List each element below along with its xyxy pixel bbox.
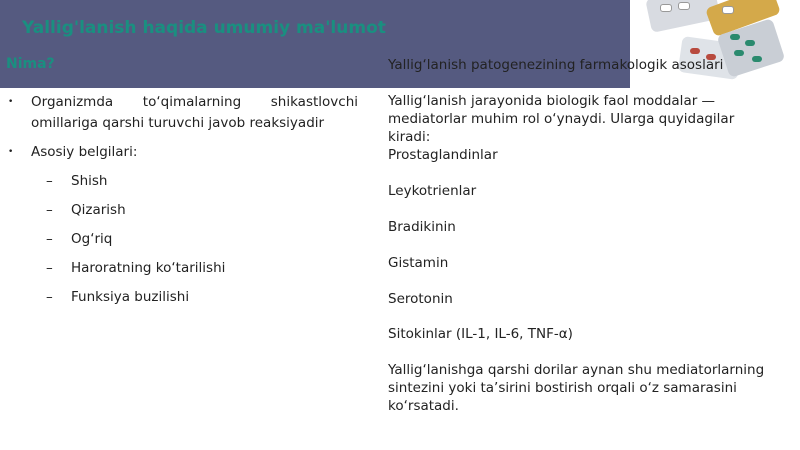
mediator-item: Bradikinin (388, 219, 456, 235)
list-item-text: Organizmda to‘qimalarning shikastlovchi omillariga qarshi turuvchi javob reaksiyadir (31, 94, 358, 131)
pill (690, 48, 700, 54)
sign-text: Qizarish (71, 202, 126, 218)
sign-item (31, 287, 358, 308)
definition-list (8, 92, 358, 316)
mediator-item: Gistamin (388, 255, 449, 271)
sign-text: Haroratning ko‘tarilishi (71, 260, 226, 276)
list-item (8, 142, 358, 308)
bullet-icon: • (8, 97, 14, 107)
pill (752, 56, 762, 62)
bullet-icon: • (8, 147, 14, 157)
pill (678, 2, 690, 10)
pill (660, 4, 672, 12)
mediator-item: Sitokinlar (IL-1, IL-6, TNF-α) (388, 326, 573, 342)
conclusion-paragraph: Yallig‘lanishga qarshi dorilar aynan shu mediatorlarning sintezini yoki ta’sirini bostirish orqali o‘z samarasini ko‘rsatadi. (388, 362, 765, 414)
pill (734, 50, 744, 56)
sign-item (31, 200, 358, 221)
list-item (8, 92, 358, 134)
sign-item (31, 229, 358, 250)
intro-paragraph: Yallig‘lanish jarayonida biologik faol moddalar — mediatorlar muhim rol o‘ynaydi. Ularga quyidagilar kiradi: (388, 93, 735, 145)
dash-icon: – (46, 202, 53, 218)
sign-text: Og‘riq (71, 231, 113, 247)
dash-icon: – (46, 173, 53, 189)
sign-text: Shish (71, 173, 108, 189)
sign-item (31, 171, 358, 192)
mediator-item: Serotonin (388, 291, 453, 307)
mediator-item: Leykotrienlar (388, 183, 477, 199)
pill (730, 34, 740, 40)
mediator-item: Prostaglandinlar (388, 147, 498, 163)
dash-icon: – (46, 289, 53, 305)
list-item-text: Asosiy belgilari: (31, 144, 138, 160)
section-subtitle: Nima? (6, 56, 55, 72)
pill (745, 40, 755, 46)
sign-item (31, 258, 358, 279)
dash-icon: – (46, 231, 53, 247)
dash-icon: – (46, 260, 53, 276)
section-heading: Yallig‘lanish patogenezining farmakologik asoslari (388, 57, 724, 73)
pills-image (630, 0, 800, 88)
header-banner (0, 0, 690, 88)
signs-list (31, 171, 358, 308)
sign-text: Funksiya buzilishi (71, 289, 190, 305)
slide-title: Yallig'lanish haqida umumiy ma'lumot (22, 18, 386, 38)
pill (722, 6, 734, 14)
